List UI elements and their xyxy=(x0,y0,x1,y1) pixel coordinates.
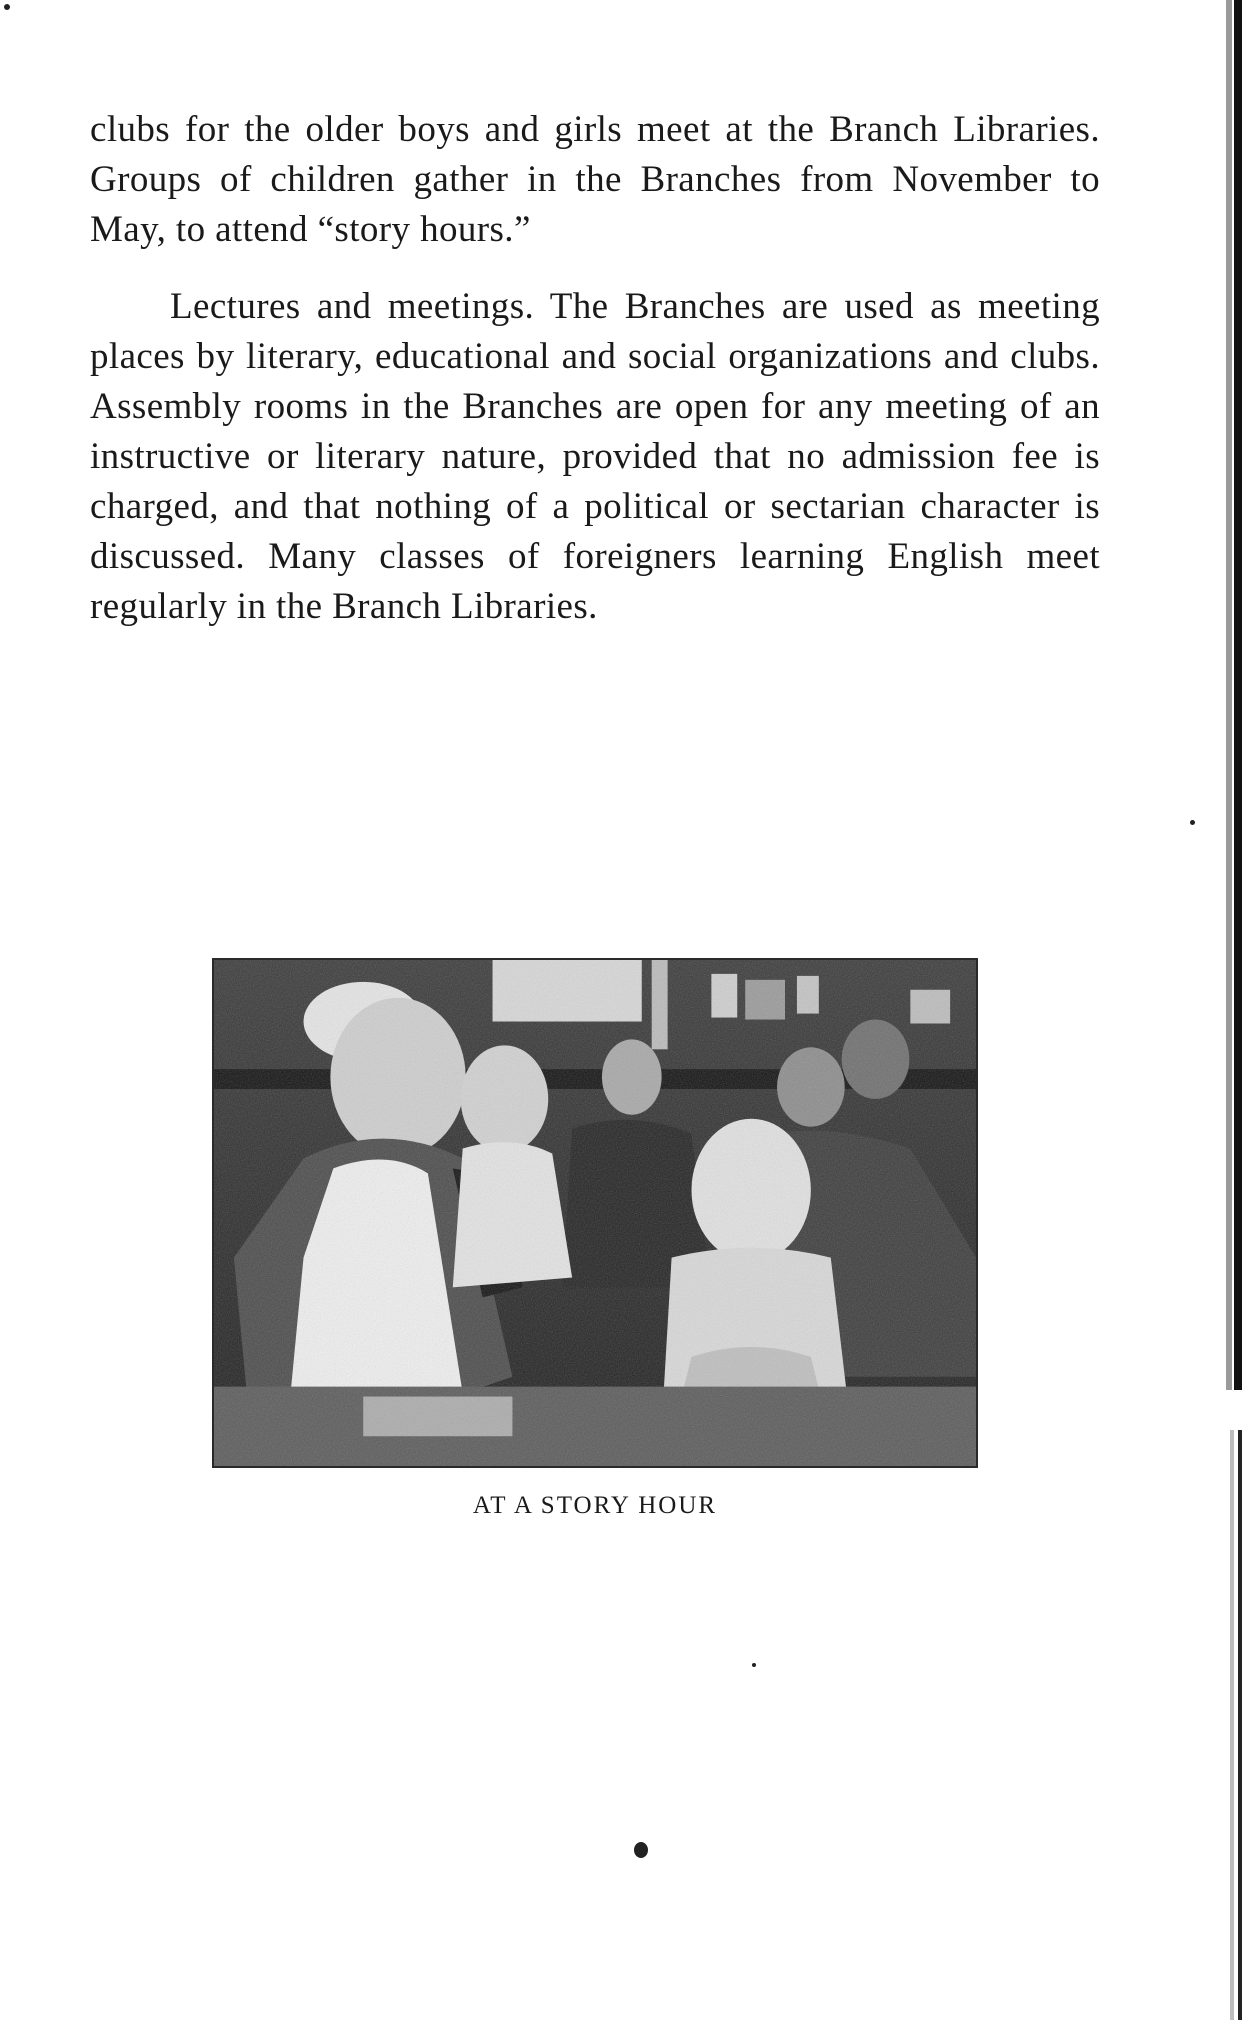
paragraph-clubs: clubs for the older boys and girls meet at the Branch Libraries. Groups of children gather in the Branches from November to May, to attend “story hours.” xyxy=(90,109,1100,250)
photo-caption: AT A STORY HOUR xyxy=(472,1492,718,1519)
scan-speck xyxy=(4,4,10,10)
photo-illustration xyxy=(214,960,976,1466)
scan-speck xyxy=(1190,820,1195,825)
story-hour-photo xyxy=(212,958,978,1468)
scan-edge-shadow xyxy=(1208,0,1250,2035)
body-text xyxy=(90,105,1100,632)
scan-speck xyxy=(634,1842,648,1858)
paragraph-lectures: Lectures and meetings. The Branches are used as meeting places by literary, educational and social organizations and clubs. Assembly rooms in the Branches are open for any meeting of an instructive or literary nature, provided that no admission fee is charged, and that nothing of a political or sectarian character is discussed. Many classes of foreigners learning English meet regularly in the Branch Libraries. xyxy=(90,286,1100,627)
scan-speck xyxy=(752,1663,756,1667)
